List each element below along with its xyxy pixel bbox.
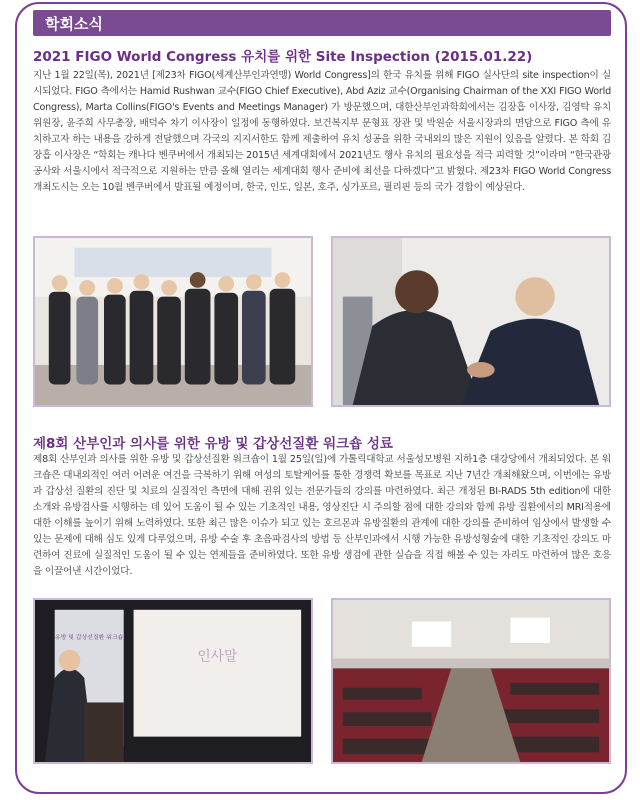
- screen-text: 인사말: [197, 648, 238, 665]
- article-body-figo: 지난 1월 22일(목), 2021년 [제23차 FIGO(세계산부인과연맹) World Congress]의 한국 유치를 위해 FIGO 실사단의 site inspection이 실시되었다. FIGO 측에서는 Hamid Rushwan 교수(FIGO Chief Executive), Abd Aziz 교수(Organising Chairman of the XXI FIGO World Congress), Marta Collins(FIGO's Events and Meetings Manager) 가 방문했으며, 대한산부인과학회에서는 김장흡 이사장, 김영탁 유치위원장, 윤주희 사무총장, 배덕수 차기 이사장이 일정에 동행하였다. 보건복지부 문형표 장관 및 박원순 서울시장과의 면담으로 FIGO 측에 유치하고자 하는 내용을 강하게 전달했으며 각국의 지지서한도 함께 제출하여 유치 성공을 위한 국내외의 많은 지원이 있음을 알렸다. 본 학회 김장흡 이사장은 “학회는 캐나다 벤쿠버에서 개최되는 2015년 세계대회에서 2021년도 행사 유치의 필요성을 적극 피력할 것”이라며 “한국관광공사와 서울시에서 적극적으로 지원하는 만큼 올해 열리는 세계대회 행사 준비에 최선을 다하겠다”고 밝혔다. 제23차 FIGO World Congress 개최도시는 오는 10월 벤쿠버에서 발표될 예정이며, 한국, 인도, 일본, 호주, 싱가포르, 필리핀 등의 국가 경합이 예상된다.: [33, 70, 611, 193]
- photo-speaker: [33, 598, 313, 764]
- article-title-figo: 2021 FIGO World Congress 유치를 위한 Site Inspection (2015.01.22): [33, 49, 533, 65]
- podium-banner-text: 유방 및 갑상선질환 워크숍: [55, 635, 124, 642]
- photo-group-figo: [33, 236, 313, 407]
- photo-auditorium: [331, 598, 611, 764]
- photo-handshake: [331, 236, 611, 407]
- article-body-workshop: 제8회 산부인과 의사를 위한 유방 및 갑상선질환 워크숍이 1월 25일(일)에 가톨릭대학교 서울성모병원 지하1층 대강당에서 개최되었다. 본 워크숍은 대내외적인 여러 어려운 여건을 극복하기 위해 여성의 토탈케어를 통한 경쟁력 확보를 목표로 지난 7년간 개최해왔으며, 이번에는 유방과 갑상선 질환의 진단 및 치료의 실질적인 측면에 대해 권위 있는 전문가들의 강의를 마련하였다. 최근 개정된 BI-RADS 5th edition에 대한 소개와 유방검사를 시행하는 데 있어 도움이 될 수 있는 기초적인 내용, 영상진단 시 주의할 점에 대한 강의와 함께 유방 질환에서의 MRI적용에 대한 이해를 높이기 위해 노력하였다. 또한 최근 많은 이슈가 되고 있는 호르몬과 유방질환의 관계에 대한 강의를 준비하여 임상에서 발생할 수 있는 문제에 대해 심도 있게 다루었으며, 유방 수술 후 초음파검사의 방법 등 산부인과에서 시행 가능한 유방성형술에 대한 기초적인 강의도 마련하여 진료에 실질적인 도움이 될 수 있는 연제들을 준비하였다. 또한 유방 생검에 관한 실습을 직접 해볼 수 있는 자리도 마련하여 많은 호응을 이끌어낸 시간이었다.: [33, 454, 611, 577]
- section-header: [33, 10, 611, 36]
- article-title-workshop: 제8회 산부인과 의사를 위한 유방 및 갑상선질환 워크숍 성료: [33, 436, 393, 452]
- section-title: 학회소식: [45, 15, 103, 33]
